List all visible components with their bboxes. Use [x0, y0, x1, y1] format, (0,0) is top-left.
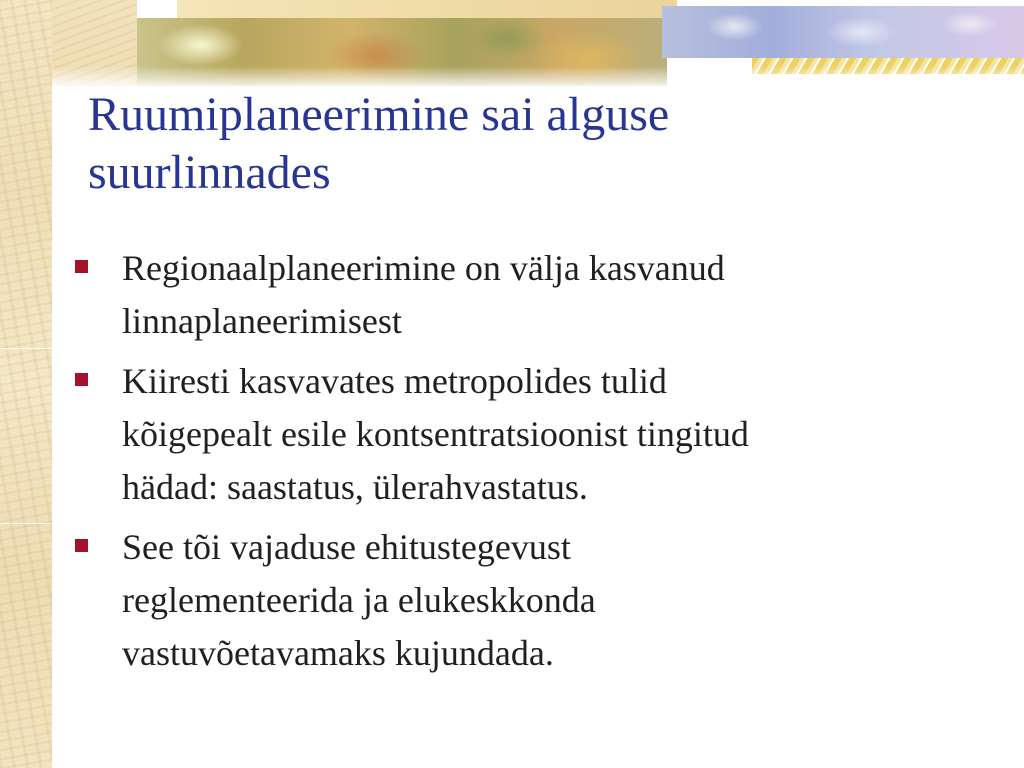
left-parchment-strip	[0, 0, 52, 768]
bullet-list	[68, 242, 968, 687]
bullet-item	[68, 355, 968, 514]
title-line: suurlinnades	[88, 146, 331, 199]
bullet-text	[122, 355, 968, 514]
bullet-line: Kiiresti kasvavates metropolides tulid	[122, 361, 667, 401]
square-bullet-icon	[75, 260, 88, 273]
bullet-line: kõigepealt esile kontsentratsioonist tingitud	[122, 414, 749, 454]
strip-seam	[0, 348, 52, 349]
square-bullet-icon	[75, 539, 88, 552]
blue-floral-image	[662, 6, 1024, 58]
bullet-line: See tõi vajaduse ehitustegevust	[122, 527, 571, 567]
decorative-banner	[52, 0, 1024, 86]
strip-seam	[0, 523, 52, 524]
bullet-item	[68, 242, 968, 348]
square-bullet-icon	[75, 373, 88, 386]
bullet-line: Regionaalplaneerimine on välja kasvanud	[122, 248, 725, 288]
banner-top-strip	[177, 0, 677, 18]
bullet-line: hädad: saastatus, ülerahvastatus.	[122, 467, 588, 507]
banner-fade	[52, 66, 1024, 86]
bullet-line: vastuvõetavamaks kujundada.	[122, 633, 554, 673]
title-line: Ruumiplaneerimine sai alguse	[88, 88, 670, 141]
bullet-line: linnaplaneerimisest	[122, 301, 402, 341]
slide-title	[88, 86, 988, 202]
bullet-line: reglementeerida ja elukeskkonda	[122, 580, 596, 620]
bullet-text	[122, 521, 968, 680]
bullet-text	[122, 242, 968, 348]
bullet-item	[68, 521, 968, 680]
